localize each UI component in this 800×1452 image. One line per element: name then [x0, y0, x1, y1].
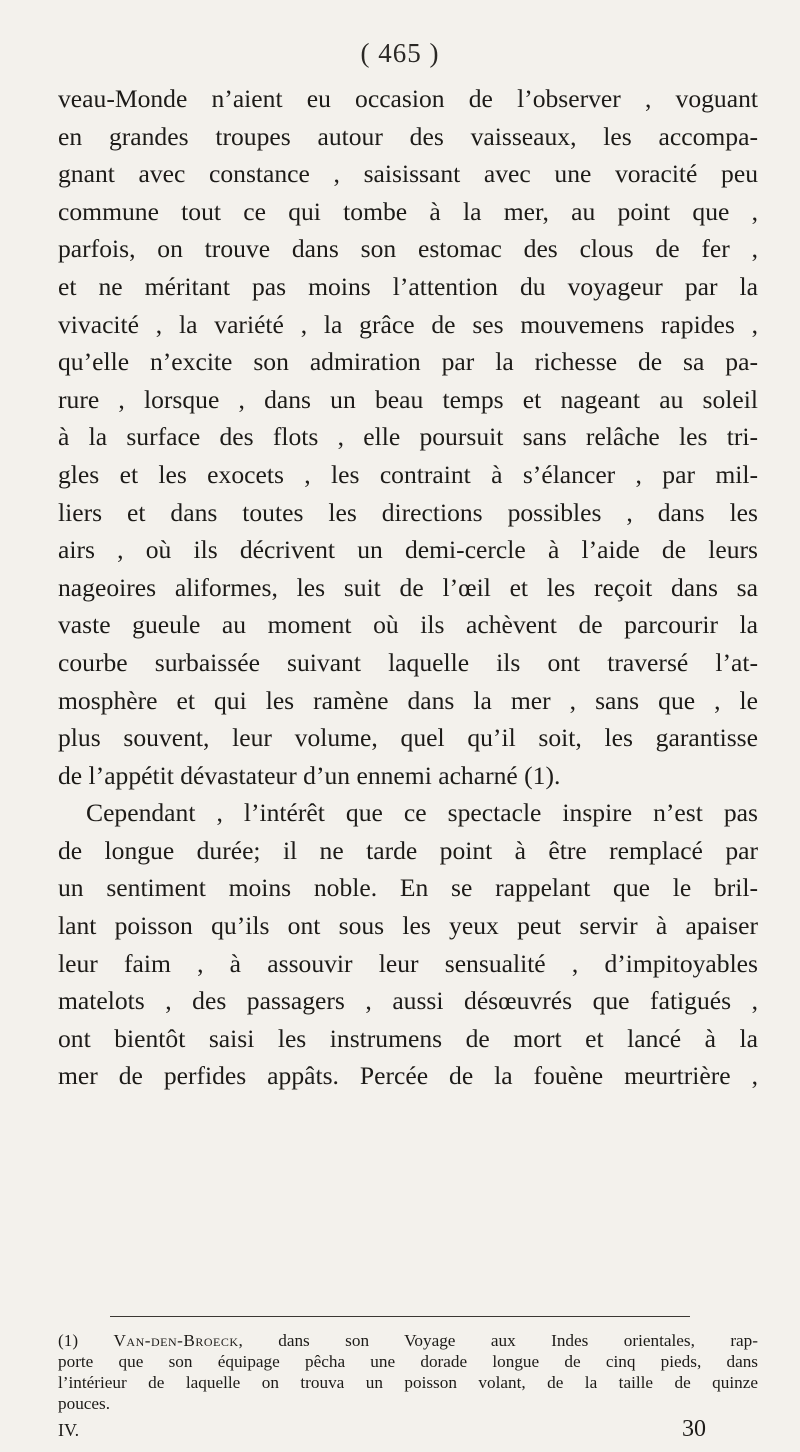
text-line: veau-Monde n’aient eu occasion de l’observer , voguant	[58, 84, 758, 113]
text-line: leur faim , à assouvir leur sensualité , d’impitoyables	[58, 948, 758, 978]
text-line: gnant avec constance , saisissant avec une voracité peu	[58, 159, 758, 189]
text-line: vivacité , la variété , la grâce de ses mouvemens rapides ,	[58, 309, 758, 339]
text-line: liers et dans toutes les directions possibles , dans les	[58, 497, 758, 527]
text-line: mosphère et qui les ramène dans la mer , sans que , le	[58, 685, 758, 715]
page-number-header: ( 465 )	[360, 38, 440, 68]
volume-mark: IV.	[58, 1420, 80, 1440]
text-line: plus souvent, leur volume, quel qu’il soit, les garantisse	[58, 723, 758, 753]
footnote-author: Van-den-Broeck	[113, 1331, 239, 1350]
footnote-line	[58, 1330, 758, 1351]
main-text	[58, 80, 758, 1095]
footnote-line: porte que son équipage pêcha une dorade longue de cinq pieds, dans	[58, 1352, 758, 1371]
text-line: rure , lorsque , dans un beau temps et nageant au soleil	[58, 384, 758, 414]
text-line: Cependant , l’intérêt que ce spectacle inspire n’est pas	[86, 798, 758, 828]
text-line: ont bientôt saisi les instrumens de mort et lancé à la	[58, 1023, 758, 1053]
text-line: et ne méritant pas moins l’attention du voyageur par la	[58, 271, 758, 301]
text-line: gles et les exocets , les contraint à s’élancer , par mil-	[58, 459, 758, 489]
signature-mark: 30	[682, 1416, 706, 1442]
footnote-divider	[110, 1316, 690, 1317]
footnote	[58, 1330, 758, 1414]
footnote-line: l’intérieur de laquelle on trouva un poisson volant, de la taille de quinze	[58, 1373, 758, 1392]
text-line: mer de perfides appâts. Percée de la fouène meurtrière ,	[58, 1061, 758, 1091]
text-line: à la surface des flots , elle poursuit sans relâche les tri-	[58, 422, 758, 452]
text-line: matelots , des passagers , aussi désœuvrés que fatigués ,	[58, 986, 758, 1016]
text-line: lant poisson qu’ils ont sous les yeux peut servir à apaiser	[58, 911, 758, 941]
footnote-text: , dans son Voyage aux Indes orientales, rap-	[238, 1331, 758, 1350]
text-line: un sentiment moins noble. En se rappelant que le bril-	[58, 873, 758, 903]
text-line: courbe surbaissée suivant laquelle ils ont traversé l’at-	[58, 647, 758, 677]
text-line: nageoires aliformes, les suit de l’œil et les reçoit dans sa	[58, 572, 758, 602]
text-line: airs , où ils décrivent un demi-cercle à l’aide de leurs	[58, 535, 758, 565]
text-line: en grandes troupes autour des vaisseaux, les accompa-	[58, 121, 758, 151]
text-line: de longue durée; il ne tarde point à être remplacé par	[58, 835, 758, 865]
footnote-line: pouces.	[58, 1394, 111, 1413]
text-line: qu’elle n’excite son admiration par la richesse de sa pa-	[58, 347, 758, 377]
text-line: vaste gueule au moment où ils achèvent de parcourir la	[58, 610, 758, 640]
footnote-marker: (1)	[58, 1331, 79, 1350]
text-line: de l’appétit dévastateur d’un ennemi acharné (1).	[58, 760, 561, 790]
text-line: parfois, on trouve dans son estomac des clous de fer ,	[58, 234, 758, 264]
text-line: commune tout ce qui tombe à la mer, au point que ,	[58, 196, 758, 226]
